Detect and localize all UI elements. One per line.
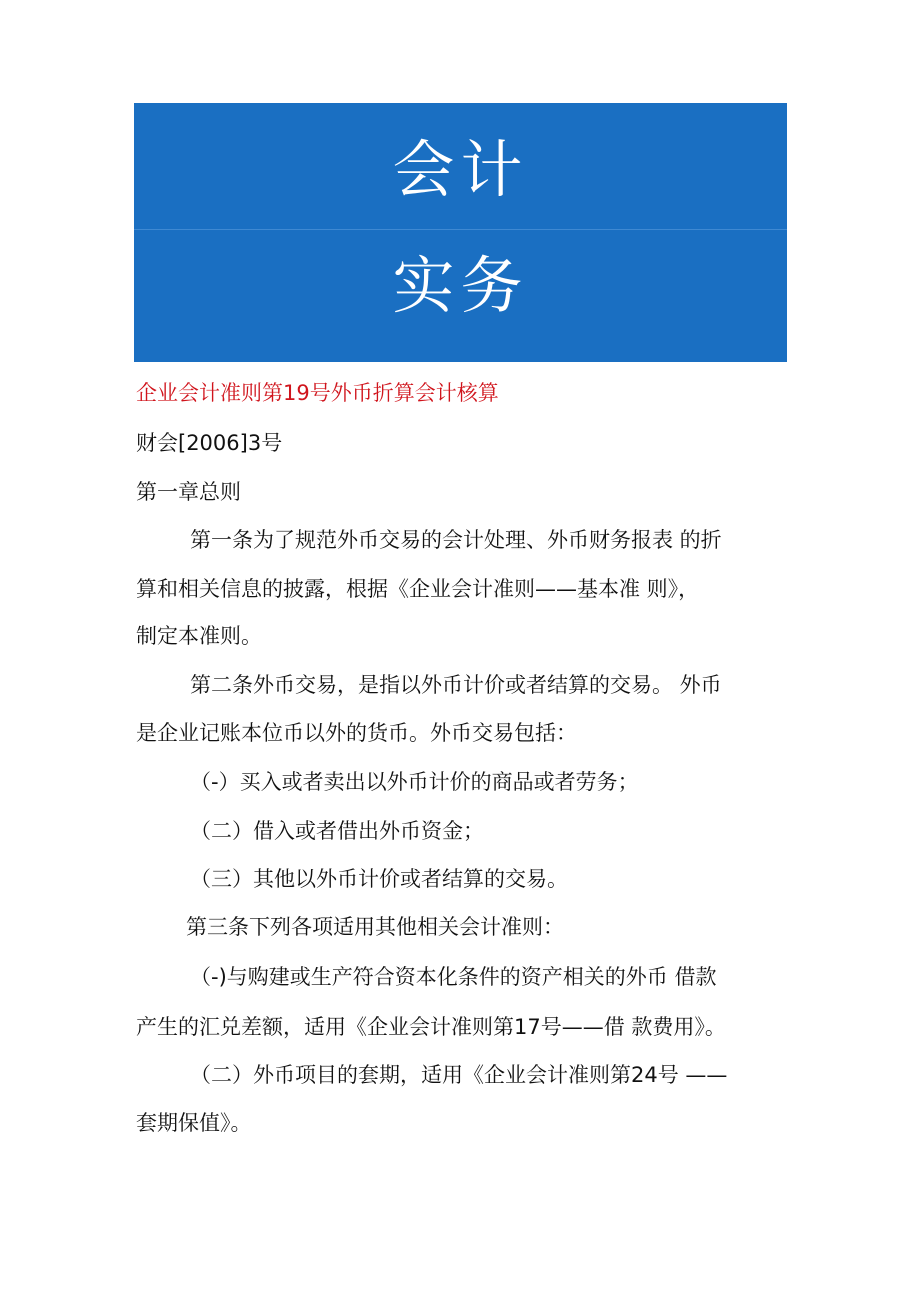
document-title: 企业会计准则第19号外币折算会计核算: [136, 381, 499, 405]
paragraph-line: 第三条下列各项适用其他相关会计准则：: [186, 915, 564, 939]
list-item: （三）其他以外币计价或者结算的交易。: [190, 867, 568, 891]
list-item: （二）借入或者借出外币资金；: [190, 819, 484, 843]
banner-divider: [134, 229, 787, 230]
title-banner: [134, 103, 787, 362]
paragraph-line: 产生的汇兑差额，适用《企业会计准则第17号——借 款费用》。: [136, 1015, 726, 1039]
paragraph-line: 第二条外币交易，是指以外币计价或者结算的交易。 外币: [190, 673, 722, 697]
document-number: 财会[2006]3号: [136, 431, 283, 455]
paragraph-line: 是企业记账本位币以外的货币。外币交易包括：: [136, 721, 577, 745]
banner-title-line-2: 实务: [392, 249, 529, 322]
list-item: （二）外币项目的套期，适用《企业会计准则第24号 ——: [190, 1063, 728, 1087]
banner-title-line-1: 会计: [392, 133, 529, 206]
paragraph-line: 套期保值》。: [136, 1111, 252, 1135]
list-item: （-）买入或者卖出以外币计价的商品或者劳务；: [190, 770, 639, 794]
paragraph-line: 第一条为了规范外币交易的会计处理、外币财务报表 的折: [190, 528, 722, 552]
list-item: （-)与购建或生产符合资本化条件的资产相关的外币 借款: [190, 965, 717, 989]
chapter-heading: 第一章总则: [136, 480, 241, 504]
paragraph-line: 算和相关信息的披露，根据《企业会计准则——基本准 则》，: [136, 577, 700, 601]
paragraph-line: 制定本准则。: [136, 624, 262, 648]
